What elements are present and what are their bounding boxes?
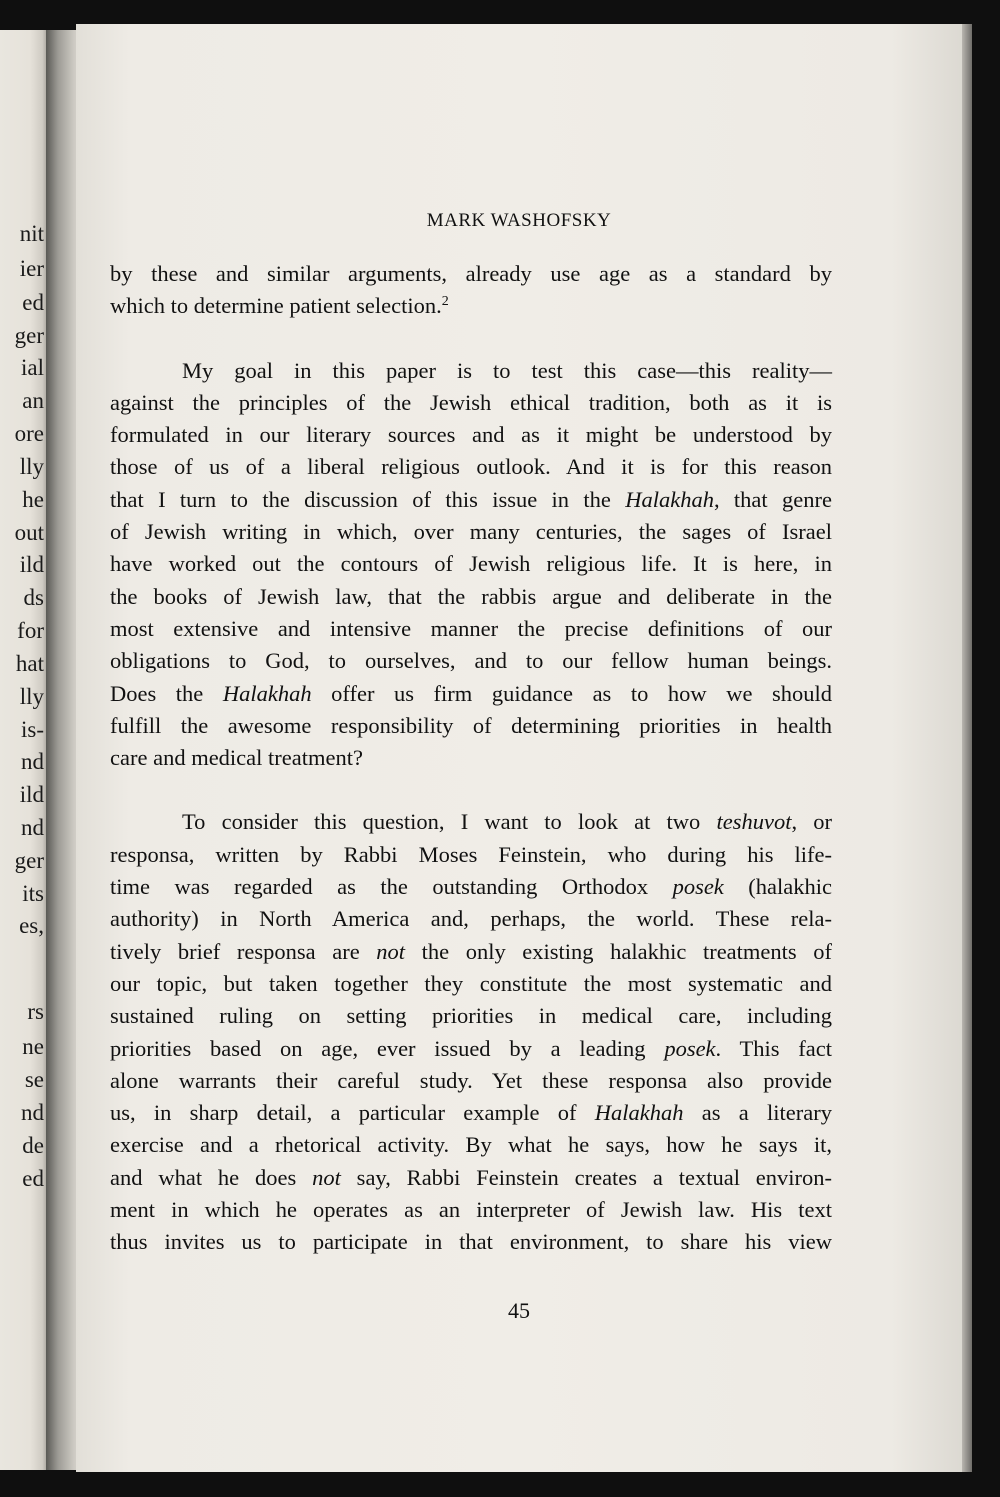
left-page-fragment: out — [14, 520, 44, 545]
left-page-fragment: rs — [27, 999, 44, 1024]
text-line: those of us of a liberal religious outlook. And it is for this reason — [110, 454, 832, 480]
text-line: that I turn to the discussion of this issue in the Halakhah, that genre — [110, 486, 832, 512]
text-line: and what he does not say, Rabbi Feinstein creates a textual environ- — [110, 1164, 833, 1190]
text-line: exercise and a rhetorical activity. By what he says, how he says it, — [110, 1132, 832, 1158]
text-line: fulfill the awesome responsibility of determining priorities in health — [110, 712, 832, 738]
running-head: MARK WASHOFSKY — [426, 210, 612, 231]
left-page-fragment: is- — [21, 717, 44, 742]
left-page-fragment: an — [22, 388, 44, 413]
text-line: time was regarded as the outstanding Orthodox posek (halakhic — [110, 874, 832, 900]
body-text — [110, 258, 832, 1259]
left-page-fragment: its — [22, 881, 44, 906]
left-page-fragment: nit — [19, 221, 44, 246]
text-line-content: which to determine patient selection. — [110, 293, 442, 319]
text-line: thus invites us to participate in that environment, to share his view — [110, 1229, 832, 1255]
text-line: tively brief responsa are not the only existing halakhic treatments of — [110, 938, 832, 964]
text-line — [110, 290, 832, 322]
paragraph-1 — [110, 258, 832, 323]
text-line: our topic, but taken together they constitute the most systematic and — [110, 970, 832, 996]
text-line: priorities based on age, ever issued by a leading posek. This fact — [110, 1035, 832, 1061]
page-number: 45 — [508, 1298, 530, 1323]
left-page-fragment: for — [17, 618, 44, 643]
text-line: by these and similar arguments, already use age as a standard by — [110, 261, 832, 286]
paragraph-3 — [110, 806, 832, 1258]
left-page-fragment: he — [22, 487, 44, 512]
text-line: authority) in North America and, perhaps, the world. These rela- — [110, 906, 832, 932]
text-line: against the principles of the Jewish ethical tradition, both as it is — [110, 389, 832, 415]
left-page-fragment: ne — [22, 1034, 44, 1059]
left-page-fragment: nd — [21, 749, 44, 774]
text-line: the books of Jewish law, that the rabbis argue and deliberate in the — [110, 583, 832, 609]
text-line: formulated in our literary sources and as it might be understood by — [110, 422, 832, 448]
left-page-fragment: ore — [14, 421, 44, 446]
left-page-fragment: nd — [21, 1100, 44, 1125]
paragraph-2 — [110, 355, 832, 775]
book-page — [76, 24, 962, 1472]
text-line: Does the Halakhah offer us firm guidance as to how we should — [110, 680, 832, 706]
text-line: have worked out the contours of Jewish religious life. It is here, in — [110, 551, 832, 577]
left-page-fragment: ger — [14, 323, 44, 348]
left-page-fragment: ial — [21, 355, 44, 380]
left-page-fragment: ild — [19, 552, 44, 577]
left-page-fragment: se — [24, 1067, 44, 1092]
left-facing-page — [0, 30, 50, 1470]
left-page-fragment: de — [22, 1133, 44, 1158]
left-page-fragment: ed — [22, 1166, 44, 1191]
left-page-fragment: ild — [19, 782, 44, 807]
text-line: obligations to God, to ourselves, and to our fellow human beings. — [110, 648, 832, 674]
page-edge — [962, 24, 972, 1472]
left-page-fragment: ed — [22, 290, 44, 315]
left-page-fragment: ier — [19, 256, 44, 281]
footnote-ref: 2 — [441, 294, 449, 310]
left-page-fragment: ger — [14, 848, 44, 873]
text-line: us, in sharp detail, a particular example of Halakhah as a literary — [110, 1100, 832, 1126]
text-line: My goal in this paper is to test this case—this reality— — [182, 357, 832, 383]
text-line: care and medical treatment? — [110, 745, 363, 771]
left-page-fragment: es, — [19, 913, 44, 938]
left-page-fragment: lly — [19, 684, 44, 709]
left-page-fragment: hat — [15, 651, 44, 676]
text-line: most extensive and intensive manner the precise definitions of our — [110, 615, 832, 641]
text-line: alone warrants their careful study. Yet these responsa also provide — [110, 1067, 832, 1093]
text-line: ment in which he operates as an interpreter of Jewish law. His text — [110, 1197, 832, 1223]
text-line: To consider this question, I want to look at two teshuvot, or — [182, 809, 832, 835]
text-line: responsa, written by Rabbi Moses Feinstein, who during his life- — [110, 841, 832, 867]
left-page-fragment: ds — [23, 585, 44, 610]
text-line: sustained ruling on setting priorities in medical care, including — [110, 1003, 832, 1029]
left-page-fragment: lly — [19, 454, 44, 479]
text-line: of Jewish writing in which, over many centuries, the sages of Israel — [110, 519, 832, 545]
left-page-fragment: nd — [21, 815, 44, 840]
